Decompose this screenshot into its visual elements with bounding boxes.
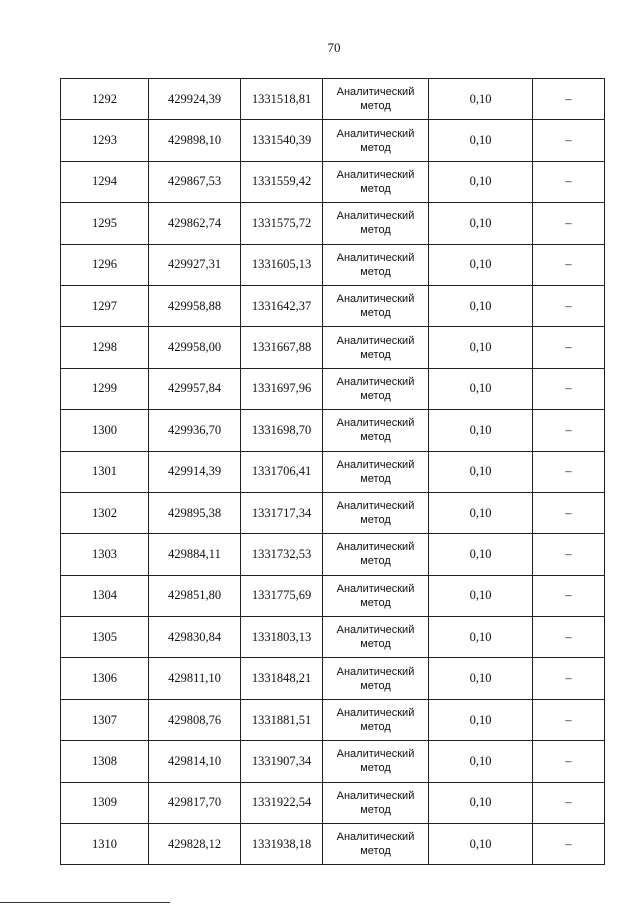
accuracy-cell: 0,10	[429, 575, 533, 616]
note-cell: –	[533, 285, 605, 326]
coordinates-table-container	[60, 78, 604, 865]
y-coordinate-cell: 1331667,88	[241, 327, 323, 368]
method-cell: Аналитический метод	[323, 782, 429, 823]
footnote-rule	[0, 902, 170, 903]
point-number-cell: 1296	[61, 244, 149, 285]
x-coordinate-cell: 429828,12	[149, 824, 241, 865]
accuracy-cell: 0,10	[429, 285, 533, 326]
y-coordinate-cell: 1331907,34	[241, 741, 323, 782]
x-coordinate-cell: 429884,11	[149, 534, 241, 575]
point-number-cell: 1304	[61, 575, 149, 616]
method-cell: Аналитический метод	[323, 534, 429, 575]
point-number-cell: 1295	[61, 203, 149, 244]
note-cell: –	[533, 410, 605, 451]
point-number-cell: 1307	[61, 699, 149, 740]
accuracy-cell: 0,10	[429, 368, 533, 409]
x-coordinate-cell: 429830,84	[149, 617, 241, 658]
x-coordinate-cell: 429936,70	[149, 410, 241, 451]
table-row	[61, 120, 605, 161]
method-cell: Аналитический метод	[323, 617, 429, 658]
table-row	[61, 368, 605, 409]
note-cell: –	[533, 617, 605, 658]
method-cell: Аналитический метод	[323, 575, 429, 616]
x-coordinate-cell: 429814,10	[149, 741, 241, 782]
y-coordinate-cell: 1331518,81	[241, 79, 323, 120]
accuracy-cell: 0,10	[429, 824, 533, 865]
table-row	[61, 244, 605, 285]
point-number-cell: 1298	[61, 327, 149, 368]
point-number-cell: 1305	[61, 617, 149, 658]
y-coordinate-cell: 1331938,18	[241, 824, 323, 865]
table-row	[61, 534, 605, 575]
note-cell: –	[533, 244, 605, 285]
accuracy-cell: 0,10	[429, 327, 533, 368]
accuracy-cell: 0,10	[429, 120, 533, 161]
method-cell: Аналитический метод	[323, 203, 429, 244]
y-coordinate-cell: 1331848,21	[241, 658, 323, 699]
method-cell: Аналитический метод	[323, 285, 429, 326]
method-cell: Аналитический метод	[323, 244, 429, 285]
method-cell: Аналитический метод	[323, 699, 429, 740]
note-cell: –	[533, 741, 605, 782]
method-cell: Аналитический метод	[323, 658, 429, 699]
accuracy-cell: 0,10	[429, 161, 533, 202]
method-cell: Аналитический метод	[323, 368, 429, 409]
accuracy-cell: 0,10	[429, 451, 533, 492]
x-coordinate-cell: 429898,10	[149, 120, 241, 161]
y-coordinate-cell: 1331803,13	[241, 617, 323, 658]
table-row	[61, 161, 605, 202]
note-cell: –	[533, 451, 605, 492]
x-coordinate-cell: 429817,70	[149, 782, 241, 823]
point-number-cell: 1299	[61, 368, 149, 409]
note-cell: –	[533, 782, 605, 823]
table-row	[61, 824, 605, 865]
table-row	[61, 658, 605, 699]
method-cell: Аналитический метод	[323, 161, 429, 202]
table-row	[61, 327, 605, 368]
x-coordinate-cell: 429808,76	[149, 699, 241, 740]
note-cell: –	[533, 492, 605, 533]
y-coordinate-cell: 1331698,70	[241, 410, 323, 451]
x-coordinate-cell: 429957,84	[149, 368, 241, 409]
accuracy-cell: 0,10	[429, 244, 533, 285]
method-cell: Аналитический метод	[323, 79, 429, 120]
table-row	[61, 492, 605, 533]
table-row	[61, 410, 605, 451]
accuracy-cell: 0,10	[429, 410, 533, 451]
table-body	[61, 79, 605, 865]
y-coordinate-cell: 1331775,69	[241, 575, 323, 616]
method-cell: Аналитический метод	[323, 327, 429, 368]
note-cell: –	[533, 79, 605, 120]
page-number: 70	[327, 40, 341, 55]
table-row	[61, 285, 605, 326]
table-row	[61, 203, 605, 244]
table-row	[61, 699, 605, 740]
x-coordinate-cell: 429958,00	[149, 327, 241, 368]
y-coordinate-cell: 1331881,51	[241, 699, 323, 740]
accuracy-cell: 0,10	[429, 203, 533, 244]
point-number-cell: 1309	[61, 782, 149, 823]
table-row	[61, 79, 605, 120]
coordinates-table	[60, 78, 605, 865]
note-cell: –	[533, 368, 605, 409]
accuracy-cell: 0,10	[429, 617, 533, 658]
table-row	[61, 451, 605, 492]
accuracy-cell: 0,10	[429, 699, 533, 740]
y-coordinate-cell: 1331732,53	[241, 534, 323, 575]
method-cell: Аналитический метод	[323, 451, 429, 492]
y-coordinate-cell: 1331706,41	[241, 451, 323, 492]
y-coordinate-cell: 1331540,39	[241, 120, 323, 161]
accuracy-cell: 0,10	[429, 782, 533, 823]
note-cell: –	[533, 575, 605, 616]
point-number-cell: 1300	[61, 410, 149, 451]
table-row	[61, 782, 605, 823]
note-cell: –	[533, 534, 605, 575]
y-coordinate-cell: 1331697,96	[241, 368, 323, 409]
method-cell: Аналитический метод	[323, 492, 429, 533]
point-number-cell: 1310	[61, 824, 149, 865]
y-coordinate-cell: 1331642,37	[241, 285, 323, 326]
x-coordinate-cell: 429924,39	[149, 79, 241, 120]
x-coordinate-cell: 429895,38	[149, 492, 241, 533]
accuracy-cell: 0,10	[429, 79, 533, 120]
point-number-cell: 1306	[61, 658, 149, 699]
point-number-cell: 1301	[61, 451, 149, 492]
method-cell: Аналитический метод	[323, 741, 429, 782]
table-row	[61, 741, 605, 782]
note-cell: –	[533, 699, 605, 740]
point-number-cell: 1293	[61, 120, 149, 161]
note-cell: –	[533, 824, 605, 865]
x-coordinate-cell: 429851,80	[149, 575, 241, 616]
point-number-cell: 1297	[61, 285, 149, 326]
x-coordinate-cell: 429958,88	[149, 285, 241, 326]
method-cell: Аналитический метод	[323, 410, 429, 451]
accuracy-cell: 0,10	[429, 741, 533, 782]
table-row	[61, 575, 605, 616]
point-number-cell: 1294	[61, 161, 149, 202]
accuracy-cell: 0,10	[429, 492, 533, 533]
y-coordinate-cell: 1331575,72	[241, 203, 323, 244]
x-coordinate-cell: 429914,39	[149, 451, 241, 492]
x-coordinate-cell: 429867,53	[149, 161, 241, 202]
x-coordinate-cell: 429862,74	[149, 203, 241, 244]
point-number-cell: 1292	[61, 79, 149, 120]
accuracy-cell: 0,10	[429, 658, 533, 699]
point-number-cell: 1308	[61, 741, 149, 782]
x-coordinate-cell: 429927,31	[149, 244, 241, 285]
y-coordinate-cell: 1331922,54	[241, 782, 323, 823]
y-coordinate-cell: 1331559,42	[241, 161, 323, 202]
point-number-cell: 1302	[61, 492, 149, 533]
x-coordinate-cell: 429811,10	[149, 658, 241, 699]
table-row	[61, 617, 605, 658]
note-cell: –	[533, 658, 605, 699]
accuracy-cell: 0,10	[429, 534, 533, 575]
note-cell: –	[533, 327, 605, 368]
note-cell: –	[533, 120, 605, 161]
y-coordinate-cell: 1331717,34	[241, 492, 323, 533]
method-cell: Аналитический метод	[323, 824, 429, 865]
note-cell: –	[533, 161, 605, 202]
note-cell: –	[533, 203, 605, 244]
point-number-cell: 1303	[61, 534, 149, 575]
method-cell: Аналитический метод	[323, 120, 429, 161]
y-coordinate-cell: 1331605,13	[241, 244, 323, 285]
